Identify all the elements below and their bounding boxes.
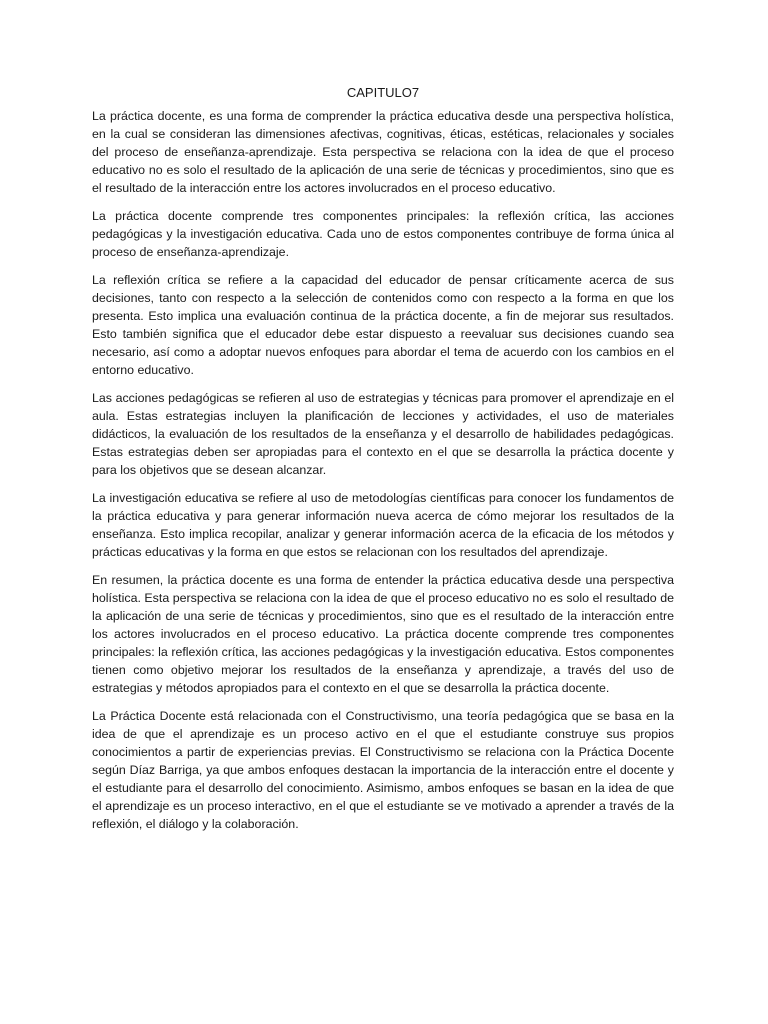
paragraph-pedagogical-actions: Las acciones pedagógicas se refieren al uso de estrategias y técnicas para promover el aprendizaje en el aula. Estas estrategias incluyen la planificación de lecciones y actividades, el uso de materiales didácticos, la evaluación de los resultados de la enseñanza y el desarrollo de habilidades pedagógicas. Estas estrategias deben ser apropiadas para el contexto en el que se desarrolla la práctica docente y para los objetivos que se desean alcanzar. — [92, 391, 674, 477]
paragraph-summary: En resumen, la práctica docente es una forma de entender la práctica educativa desde una perspectiva holística. Esta perspectiva se relaciona con la idea de que el proceso educativo no es solo el resultado de la aplicación de una serie de técnicas y procedimientos, sino que es el resultado de la interacción entre los actores involucrados en el proceso educativo. La práctica docente comprende tres componentes principales: la reflexión crítica, las acciones pedagógicas y la investigación educativa. Estos componentes tienen como objetivo mejorar los resultados de la enseñanza y aprendizaje, a través del uso de estrategias y métodos apropiados para el contexto en el que se desarrolla la práctica docente. — [92, 573, 674, 695]
paragraph-constructivism: La Práctica Docente está relacionada con el Constructivismo, una teoría pedagógica que se basa en la idea de que el aprendizaje es un proceso activo en el que el estudiante construye sus propios conocimientos a partir de experiencias previas. El Constructivismo se relaciona con la Práctica Docente según Díaz Barriga, ya que ambos enfoques destacan la importancia de la interacción entre el docente y el estudiante para el desarrollo del conocimiento. Asimismo, ambos enfoques se basan en la idea de que el aprendizaje es un proceso interactivo, en el que el estudiante se ve motivado a aprender a través de la reflexión, el diálogo y la colaboración. — [92, 709, 674, 831]
document-page — [92, 84, 674, 843]
chapter-title: CAPITULO7 — [346, 85, 420, 100]
paragraph-intro: La práctica docente, es una forma de comprender la práctica educativa desde una perspectiva holística, en la cual se consideran las dimensiones afectivas, cognitivas, éticas, estéticas, relacionales y sociales del proceso de enseñanza-aprendizaje. Esta perspectiva se relaciona con la idea de que el proceso educativo no es solo el resultado de la aplicación de una serie de técnicas y procedimientos, sino que es el resultado de la interacción entre los actores involucrados en el proceso educativo. — [92, 109, 674, 195]
paragraph-critical-reflection: La reflexión crítica se refiere a la capacidad del educador de pensar críticamente acerca de sus decisiones, tanto con respecto a la selección de contenidos como con respecto a la forma en que los presenta. Esto implica una evaluación continua de la práctica docente, a fin de mejorar sus resultados. Esto también significa que el educador debe estar dispuesto a reevaluar sus decisiones cuando sea necesario, así como a adoptar nuevos enfoques para abordar el tema de acuerdo con los cambios en el entorno educativo. — [92, 273, 674, 377]
paragraph-educational-research: La investigación educativa se refiere al uso de metodologías científicas para conocer los fundamentos de la práctica educativa y para generar información nueva acerca de cómo mejorar los resultados de la enseñanza. Esto implica recopilar, analizar y generar información acerca de la eficacia de los métodos y prácticas educativas y la forma en que estos se relacionan con los resultados del aprendizaje. — [92, 491, 674, 559]
paragraph-components: La práctica docente comprende tres componentes principales: la reflexión crítica, las acciones pedagógicas y la investigación educativa. Cada uno de estos componentes contribuye de forma única al proceso de enseñanza-aprendizaje. — [92, 209, 674, 259]
